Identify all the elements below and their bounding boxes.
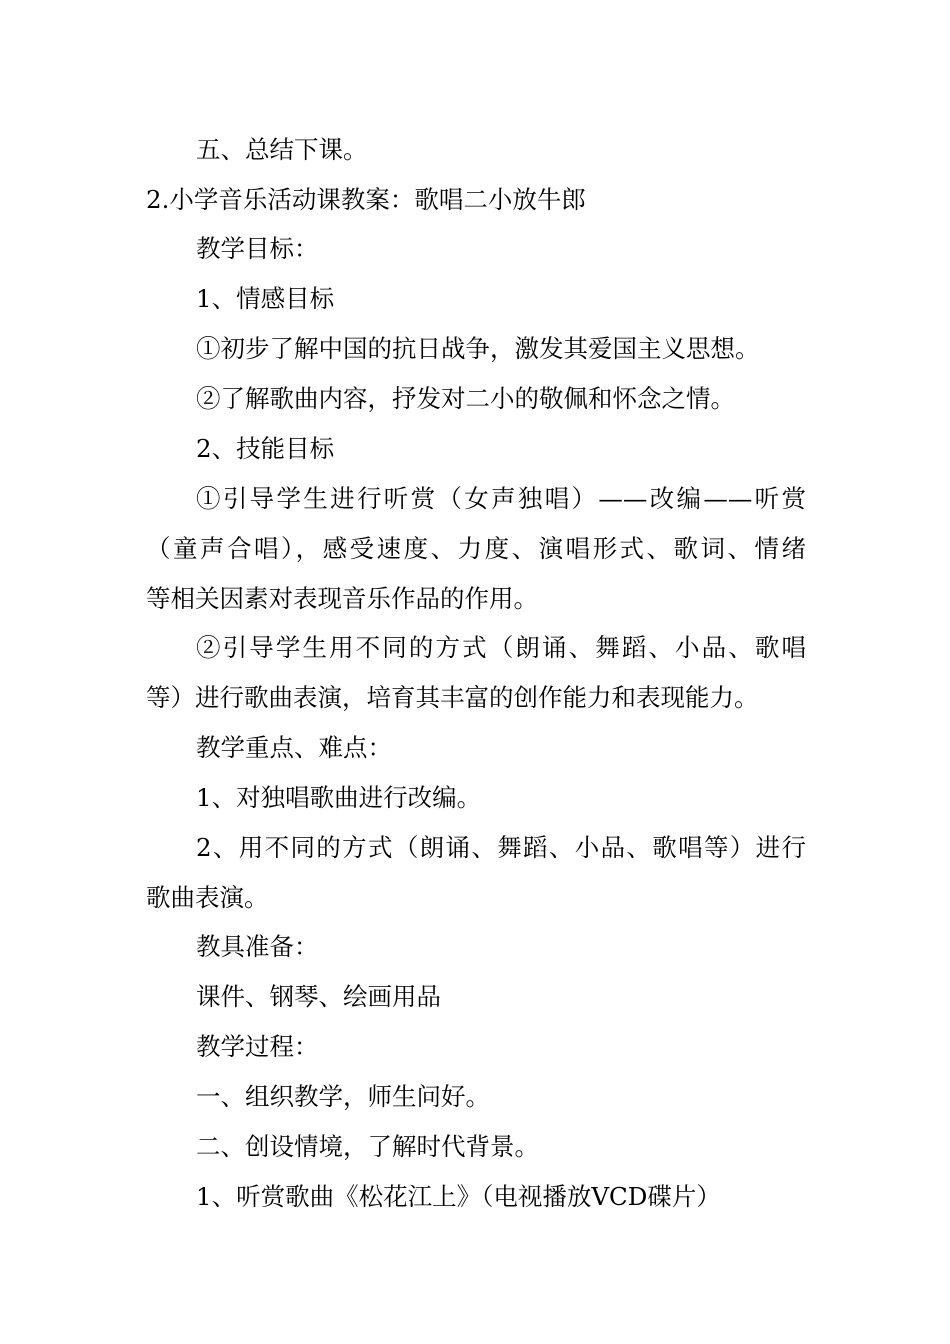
skill-goal-item-1-line-3: 等相关因素对表现音乐作品的作用。 [146, 584, 538, 613]
skill-goal-item-2-line-2: 等）进行歌曲表演，培育其丰富的创作能力和表现能力。 [146, 683, 759, 712]
process-step-1: 一、组织教学，师生问好。 [196, 1082, 490, 1111]
process-step-2-item-1: 1、听赏歌曲《松花江上》（电视播放VCD碟片） [196, 1182, 721, 1211]
closing-step: 五、总结下课。 [196, 135, 368, 164]
emotional-goal-item-1: ①初步了解中国的抗日战争，激发其爱国主义思想。 [196, 334, 760, 363]
emotional-goal-heading: 1、情感目标 [196, 284, 335, 313]
teaching-aids-heading: 教具准备： [196, 932, 319, 961]
key-points-heading: 教学重点、难点： [196, 733, 392, 762]
key-point-2-line-1: 2、用不同的方式（朗诵、舞蹈、小品、歌唱等）进行 [196, 833, 806, 862]
section-heading: 2.小学音乐活动课教案：歌唱二小放牛郎 [146, 185, 586, 214]
key-point-2-line-2: 歌曲表演。 [146, 883, 269, 912]
teaching-process-heading: 教学过程： [196, 1032, 319, 1061]
process-step-2: 二、创设情境，了解时代背景。 [196, 1132, 539, 1161]
emotional-goal-item-2: ②了解歌曲内容，抒发对二小的敬佩和怀念之情。 [196, 384, 735, 413]
teaching-aids-list: 课件、钢琴、绘画用品 [196, 982, 441, 1011]
skill-goal-item-1-line-1: ①引导学生进行听赏（女声独唱）——改编——听赏 [196, 484, 806, 513]
skill-goal-item-1-line-2: （童声合唱），感受速度、力度、演唱形式、歌词、情绪 [146, 534, 806, 563]
key-point-1: 1、对独唱歌曲进行改编。 [196, 783, 482, 812]
skill-goal-item-2-line-1: ②引导学生用不同的方式（朗诵、舞蹈、小品、歌唱 [196, 633, 806, 662]
skill-goal-heading: 2、技能目标 [196, 434, 335, 463]
teaching-goals-heading: 教学目标： [196, 234, 319, 263]
